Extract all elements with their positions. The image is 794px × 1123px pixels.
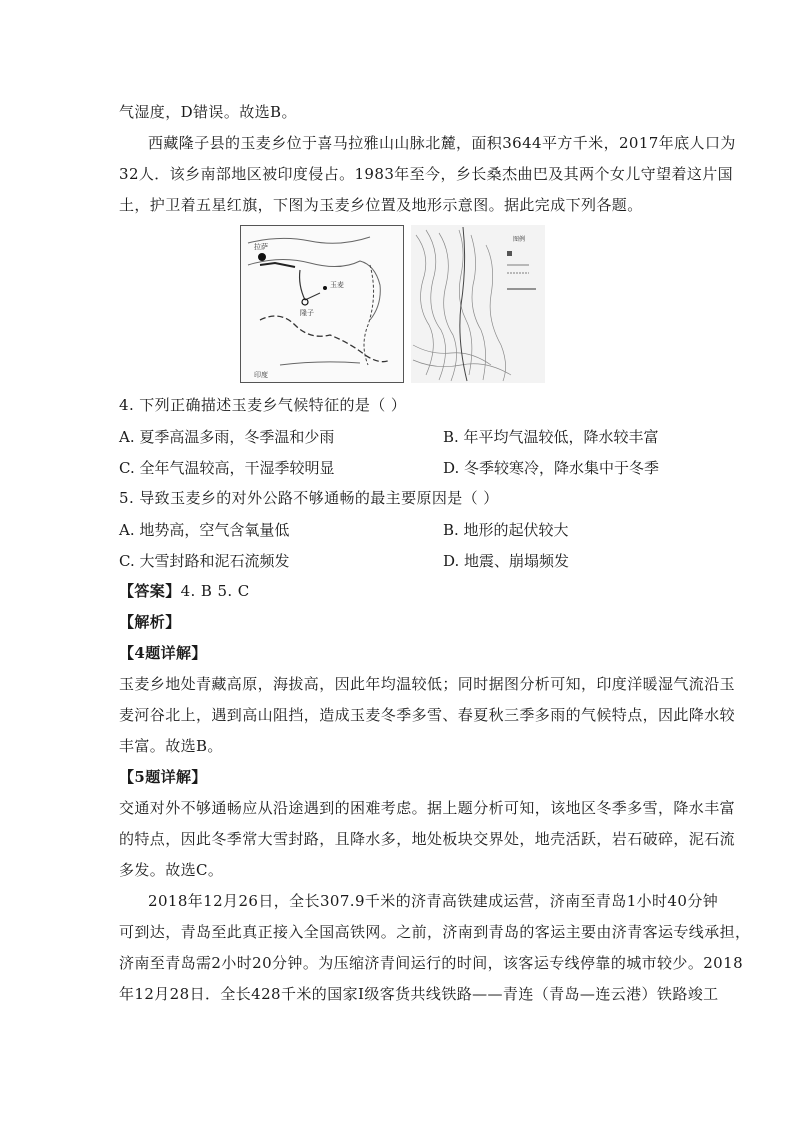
map-legend-title: 图例: [513, 236, 526, 243]
text-line: 多发。故选C。: [119, 861, 224, 879]
question-5-option-a: A. 地势高，空气含氧量低: [119, 521, 290, 539]
text-line: 年12月28日．全长428千米的国家I级客货共线铁路——青连（青岛—连云港）铁路竣工: [119, 985, 719, 1003]
answer-line: [119, 581, 679, 601]
q5-detail-heading: 【5题详解】: [119, 768, 207, 786]
question-4-option-c: C. 全年气温较高，干湿季较明显: [119, 459, 335, 477]
text-line: 可到达，青岛至此真正接入全国高铁网。之前，济南到青岛的客运主要由济青客运专线承担，: [119, 923, 751, 941]
map-label-india: 印度: [254, 371, 268, 379]
lhasa-marker: [258, 253, 266, 261]
text-line: 的特点，因此冬季常大雪封路，且降水多，地处板块交界处，地壳活跃，岩石破碎，泥石流: [119, 830, 736, 848]
question-5-option-b: B. 地形的起伏较大: [443, 521, 569, 539]
yumai-marker: [323, 286, 327, 290]
map-label-lhasa: 拉萨: [254, 243, 268, 251]
q4-detail-heading: 【4题详解】: [119, 644, 207, 662]
text-line: 气湿度，D错误。故选B。: [119, 103, 297, 121]
text-line: 麦河谷北上，遇到高山阻挡，造成玉麦冬季多雪、春夏秋三季多雨的气候特点，因此降水较: [119, 706, 736, 724]
text-line: 西藏隆子县的玉麦乡位于喜马拉雅山山脉北麓，面积3644平方千米，2017年底人口为: [148, 134, 736, 152]
analysis-heading: 【解析】: [119, 613, 181, 631]
question-5-option-d: D. 地震、崩塌频发: [443, 552, 570, 570]
answer-text: 4. B 5. C: [180, 582, 250, 600]
question-4-option-d: D. 冬季较寒冷，降水集中于冬季: [443, 459, 660, 477]
question-4-option-a: A. 夏季高温多雨，冬季温和少雨: [119, 428, 335, 446]
map-label-yumai: 玉麦: [330, 281, 344, 289]
answer-label: 【答案】: [119, 582, 181, 600]
terrain-map: [411, 225, 545, 383]
text-line: 玉麦乡地处青藏高原，海拔高，因此年均温较低；同时据图分析可知，印度洋暖湿气流沿玉: [119, 675, 736, 693]
text-line: 丰富。故选B。: [119, 737, 223, 755]
text-line: 交通对外不够通畅应从沿途遇到的困难考虑。据上题分析可知，该地区冬季多雪，降水丰富: [119, 799, 736, 817]
question-4-stem: 4. 下列正确描述玉麦乡气候特征的是（ ）: [119, 396, 407, 414]
legend-swatch: [507, 251, 512, 256]
question-5-option-c: C. 大雪封路和泥石流频发: [119, 552, 290, 570]
text-line: 土，护卫着五星红旗，下图为玉麦乡位置及地形示意图。据此完成下列各题。: [119, 196, 643, 214]
text-line: 济南至青岛需2小时20分钟。为压缩济青间运行的时间，该客运专线停靠的城市较少。2018: [119, 954, 744, 972]
question-5-stem: 5. 导致玉麦乡的对外公路不够通畅的最主要原因是（ ）: [119, 489, 499, 507]
location-map: [240, 225, 404, 383]
question-4-option-b: B. 年平均气温较低，降水较丰富: [443, 428, 659, 446]
map-label-longzi: 隆子: [300, 309, 314, 317]
text-line: 32人．该乡南部地区被印度侵占。1983年至今，乡长桑杰曲巴及其两个女儿守望着这片国: [119, 165, 734, 183]
text-line: 2018年12月26日，全长307.9千米的济青高铁建成运营，济南至青岛1小时40分钟: [148, 892, 719, 910]
